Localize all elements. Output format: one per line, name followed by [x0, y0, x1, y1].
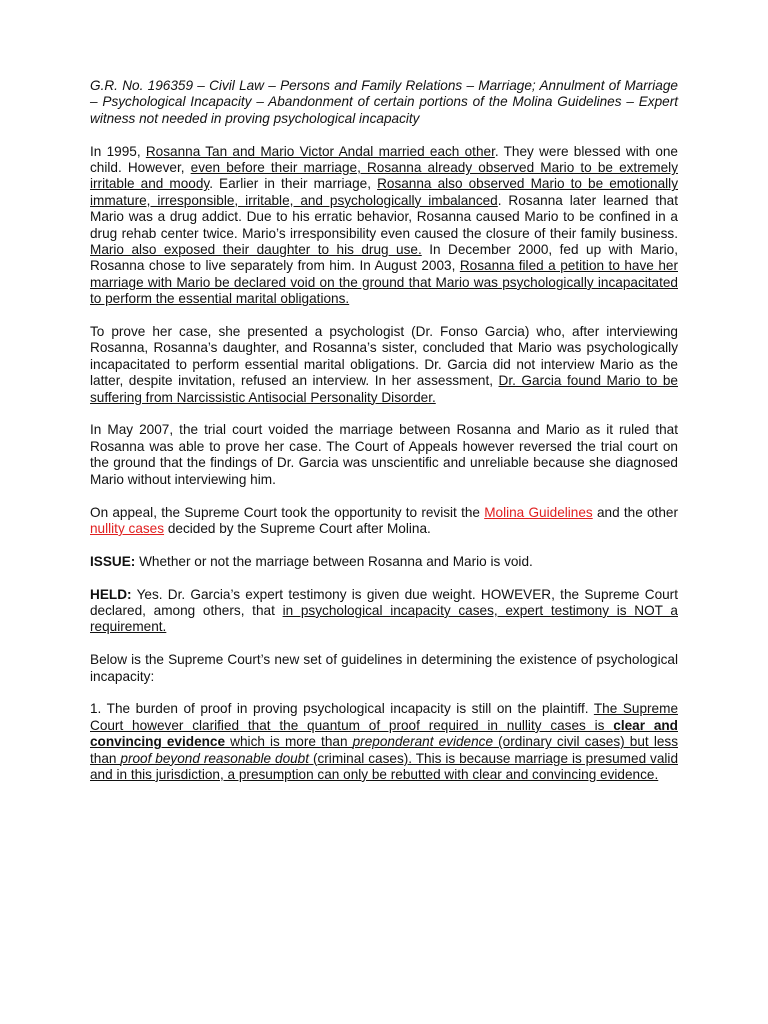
underlined-text: Rosanna Tan and Mario Victor Andal married each other: [145, 143, 495, 159]
underlined-text: Dr. Garcia found Mario to be suffering from Narcissistic Antisocial Personality Disorder.: [90, 373, 678, 405]
underlined-text: which is more than: [225, 734, 353, 750]
guideline-item-1: [90, 701, 678, 783]
held-label: HELD:: [90, 586, 132, 602]
underlined-text: The Supreme Court however clarified that the quantum of proof required in nullity cases is: [90, 701, 679, 733]
text: In 1995,: [90, 143, 146, 159]
facts-paragraph-4: [90, 505, 678, 538]
held-paragraph: [90, 587, 678, 636]
text: . Earlier in their marriage,: [209, 176, 378, 192]
underlined-text: in psychological incapacity cases, expert testimony is NOT a requirement.: [90, 602, 678, 635]
text: On appeal, the Supreme Court took the opportunity to revisit the: [90, 504, 485, 520]
issue-paragraph: [90, 554, 678, 570]
underlined-text: Rosanna filed a petition to have her marriage with Mario be declared void on the ground that Mario was psychologically incapacitated to perform the essential marital obligations.: [90, 258, 678, 307]
facts-paragraph-1: [90, 144, 678, 308]
text: and the other: [592, 504, 678, 520]
molina-guidelines-link[interactable]: Molina Guidelines: [484, 504, 593, 520]
text: . They were blessed with one child. However,: [90, 143, 678, 176]
text: In December 2000, fed up with Mario, Rosanna chose to live separately from him. In August 2003,: [90, 242, 678, 274]
text: . Rosanna later learned that Mario was a drug addict. Due to his erratic behavior, Rosanna caused Mario to be confined in a drug rehab center twice. Mario’s irresponsibility even caused the closure of their family business.: [90, 192, 679, 241]
facts-paragraph-3: In May 2007, the trial court voided the marriage between Rosanna and Mario as it ruled that Rosanna was able to prove her case. The Court of Appeals however reversed the trial court on the ground that the findings of Dr. Garcia was unscientific and unreliable because she diagnosed Mario without interviewing him.: [90, 422, 678, 487]
underlined-text: Mario also exposed their daughter to his drug use.: [90, 242, 422, 258]
case-citation: G.R. No. 196359 – Civil Law – Persons and Family Relations – Marriage; Annulment of Marriage – Psychological Incapacity – Abandonment of certain portions of the Molina Guidelines – Expert witness not needed in proving psychological incapacity: [90, 78, 678, 126]
text: 1. The burden of proof in proving psychological incapacity is still on the plaintiff.: [90, 701, 594, 717]
italic-term: proof beyond reasonable doubt: [120, 750, 310, 766]
nullity-cases-link[interactable]: nullity cases: [90, 520, 165, 536]
issue-text: Whether or not the marriage between Rosanna and Mario is void.: [135, 553, 533, 569]
underlined-text: (ordinary civil cases) but less than: [90, 734, 678, 766]
emphasis-text: clear and convincing evidence: [90, 717, 678, 750]
guidelines-intro: Below is the Supreme Court’s new set of guidelines in determining the existence of psychological incapacity:: [90, 652, 678, 684]
case-digest: [90, 78, 678, 800]
underlined-text: even before their marriage, Rosanna already observed Mario to be extremely irritable and moody: [90, 160, 678, 192]
held-text: Yes. Dr. Garcia’s expert testimony is given due weight. HOWEVER, the Supreme Court declared, among others, that: [90, 586, 678, 618]
underlined-text: Rosanna also observed Mario to be emotionally immature, irresponsible, irritable, and psychologically imbalanced: [90, 176, 678, 208]
facts-paragraph-2: [90, 324, 678, 406]
text: To prove her case, she presented a psychologist (Dr. Fonso Garcia) who, after interviewing Rosanna, Rosanna’s daughter, and Rosanna’s sister, concluded that Mario was psychologically incapacitated to perform essential marital obligations. Dr. Garcia did not interview Mario as the latter, despite invitation, refused an interview. In her assessment,: [90, 324, 678, 389]
underlined-text: (criminal cases). This is because marriage is presumed valid and in this jurisdiction, a presumption can only be rebutted with clear and convincing evidence.: [90, 750, 679, 782]
italic-term: preponderant evidence: [352, 734, 494, 750]
text: decided by the Supreme Court after Molina.: [164, 520, 431, 536]
issue-label: ISSUE:: [90, 553, 136, 569]
